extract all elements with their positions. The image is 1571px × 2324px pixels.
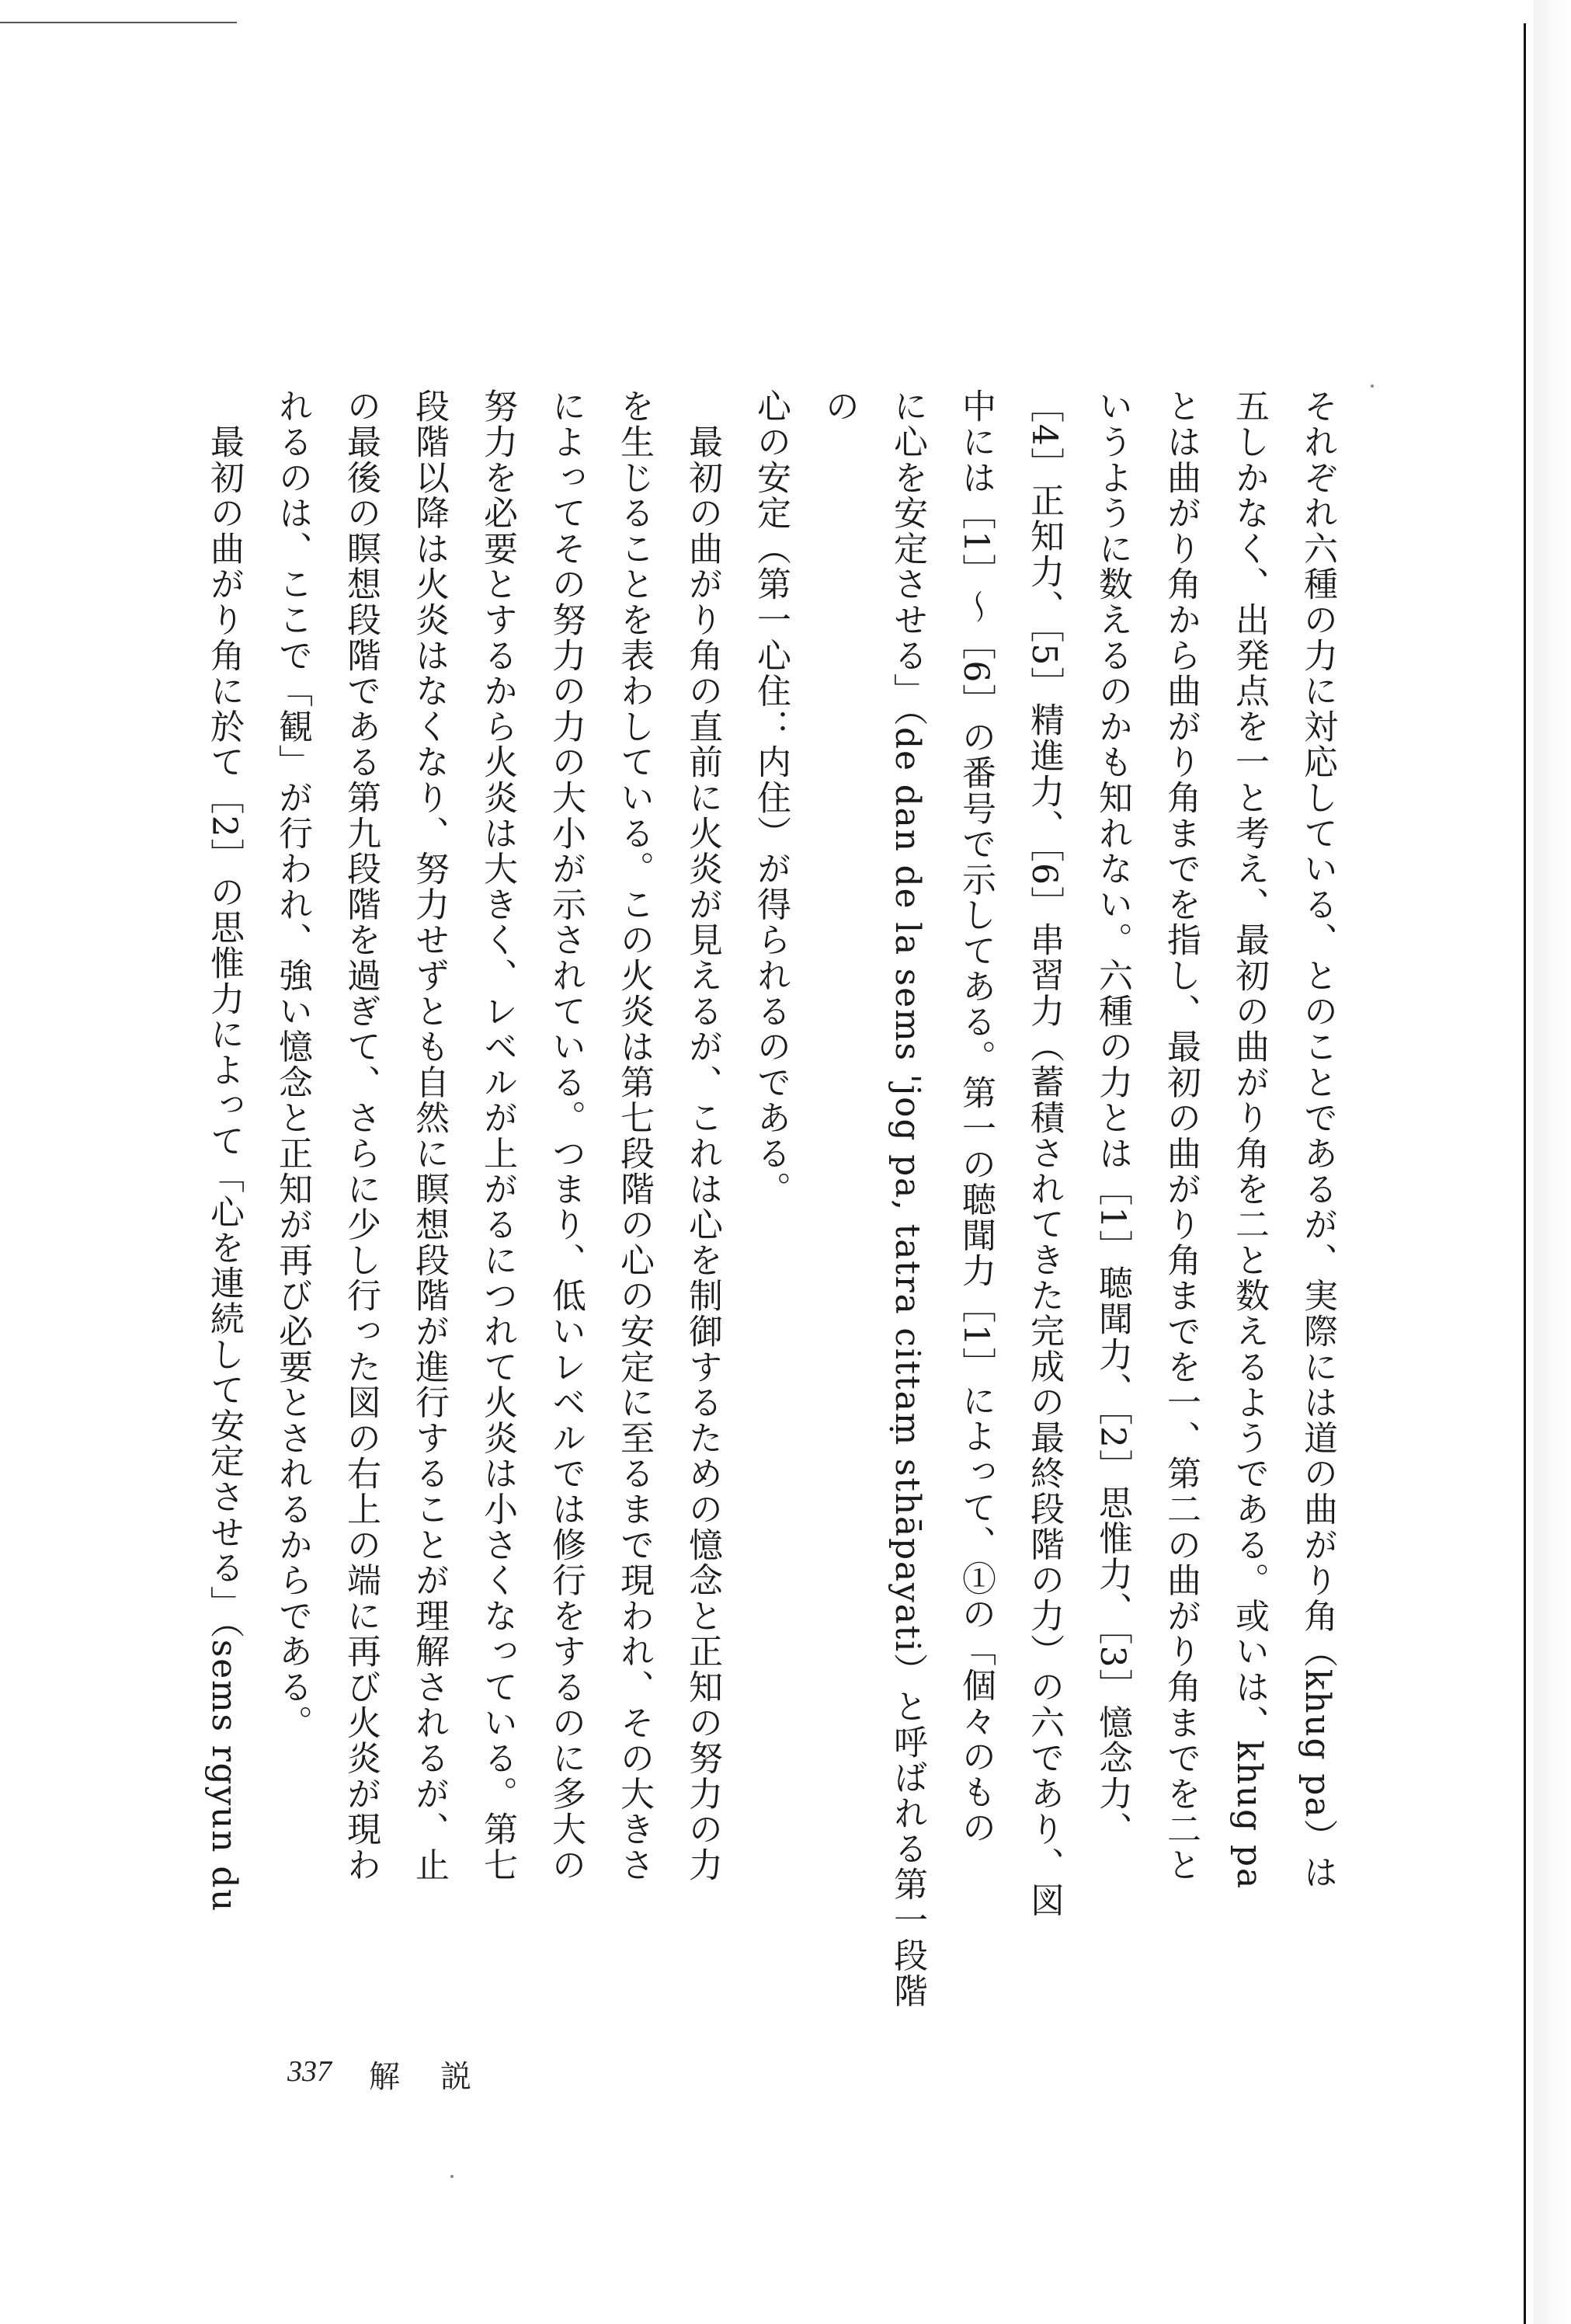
body-line: とは曲がり角から曲がり角までを指し、最初の曲がり角までを一、第二の曲がり角までを二と [1161,388,1201,1883]
body-text [194,388,1351,2035]
body-line: ［4］正知力、［5］精進力、［6］串習力（蓄積されてきた完成の最終段階の力）の六であり、図 [1024,388,1064,1918]
body-line: 心の安定（第一心住：内住）が得られるのである。 [751,388,791,1207]
body-line: 段階以降は火炎はなくなり、努力せずとも自然に瞑想段階が進行することが理解されるが、止 [409,388,449,1883]
body-line: によってその努力の力の大小が示されている。つまり、低いレベルでは修行をするのに多大の [546,388,586,1883]
scan-speck [450,2175,454,2178]
body-line: を生じることを表わしている。この火炎は第七段階の心の安定に至るまで現われ、その大きさ [614,388,654,1883]
body-line: 中には［1］～［6］の番号で示してある。第一の聴聞力［1］によって、①の「個々のもの [956,388,996,1846]
body-line: 努力を必要とするから火炎は大きく、レベルが上がるにつれて火炎は小さくなっている。第七 [478,388,517,1883]
body-line: 最初の曲がり角に於て［2］の思惟力によって「心を連続して安定させる」（sems rgyun du [204,388,244,1913]
right-scan-edge [1524,23,1526,2324]
binding-shadow [1534,0,1571,2324]
body-line: れるのは、ここで「観」が行われ、強い憶念と正知が再び必要とされるからである。 [273,388,312,1741]
body-line: 最初の曲がり角の直前に火炎が見えるが、これは心を制御するための憶念と正知の努力の力 [683,388,722,1883]
body-line: に心を安定させる」（de dan de la sems 'jog pa, tatra cittaṃ sthāpayati）と呼ばれる第一段階の [819,388,927,2009]
scan-speck [1371,384,1374,388]
top-scan-line [0,22,237,23]
body-line: それぞれ六種の力に対応している、とのことであるが、実際には道の曲がり角（khug pa）は [1298,388,1337,1890]
page-number: 337 [287,2055,332,2088]
running-title: 解説 [369,2059,512,2095]
body-line: の最後の瞑想段階である第九段階を過ぎて、さらに少し行った図の右上の端に再び火炎が現わ [341,388,381,1883]
body-line: いうように数えるのかも知れない。六種の力とは［1］聴聞力、［2］思惟力、［3］憶念力、 [1093,388,1132,1847]
body-line: 五しかなく、出発点を一と考え、最初の曲がり角を二と数えるようである。或いは、khug pa [1229,388,1269,1890]
